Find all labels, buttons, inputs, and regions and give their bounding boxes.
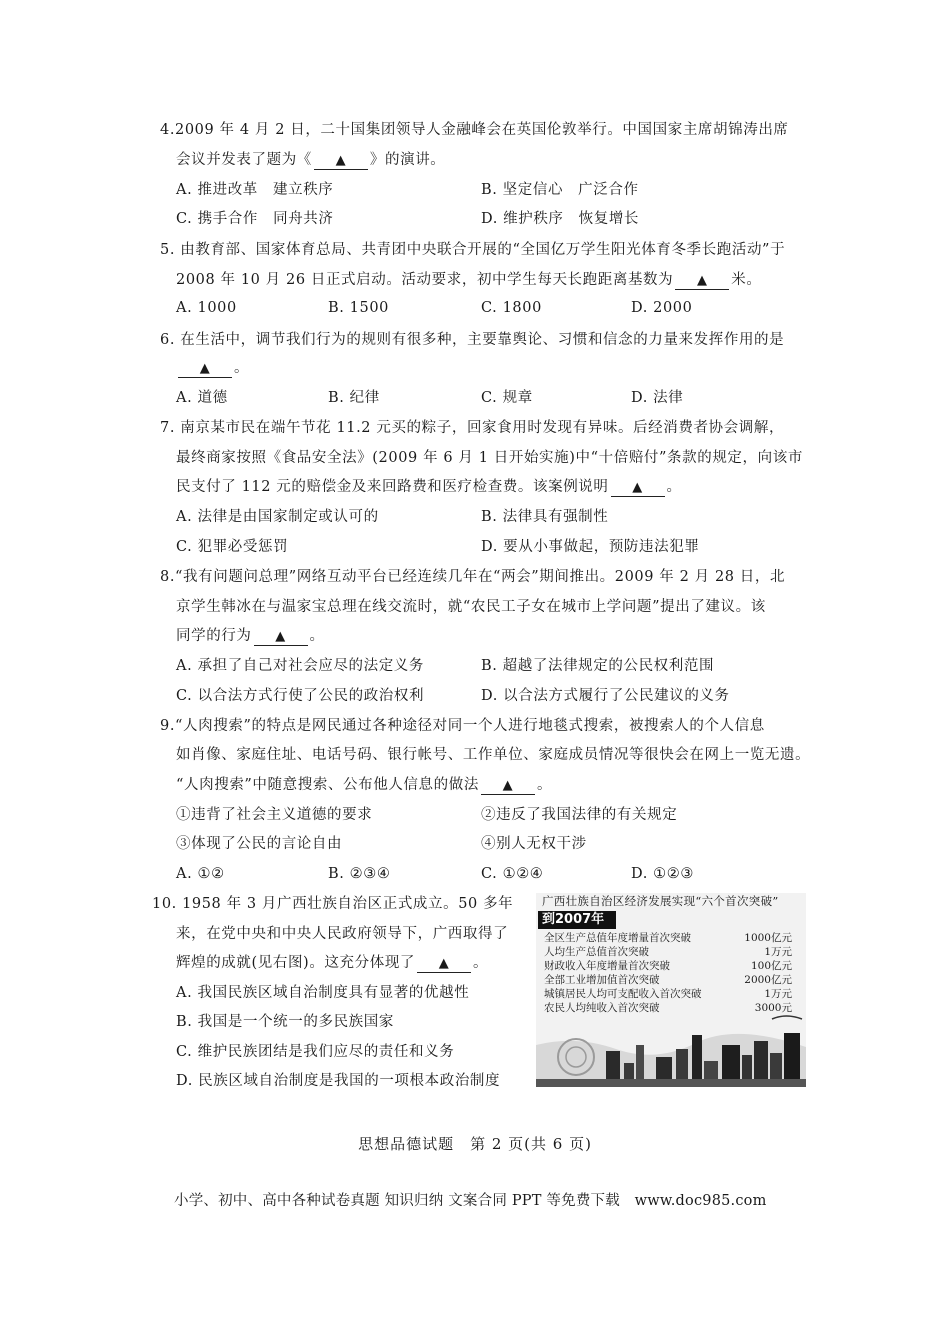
figure-row <box>544 973 796 987</box>
q7-text: 民支付了 112 元的赔偿金及来回路费和医疗检查费。该案例说明 <box>176 479 609 495</box>
q5-line1: 5. 由教育部、国家体育总局、共青团中央联合开展的“全国亿万学生阳光体育冬季长跑活动”于 <box>160 242 786 258</box>
figure-row <box>544 931 796 945</box>
q6-option-d: D. 法律 <box>631 390 684 406</box>
page-footer: 思想品德试题 第 2 页(共 6 页) <box>358 1135 592 1153</box>
q4-line1: 4.2009 年 4 月 2 日，二十国集团领导人金融峰会在英国伦敦举行。中国国家主席胡锦涛出席 <box>160 122 789 138</box>
figure-title: 广西壮族自治区经济发展实现“六个首次突破” <box>542 894 779 908</box>
q9-statement-4: ④别人无权干涉 <box>481 836 587 852</box>
figure-row-label: 财政收入年度增量首次突破 <box>544 960 670 972</box>
q9-option-a: A. ①② <box>176 866 225 882</box>
q9-option-c: C. ①②④ <box>481 866 544 882</box>
figure-row-value: 1万元 <box>764 946 792 958</box>
q6-option-c: C. 规章 <box>481 390 533 406</box>
q9-line1: 9.“人肉搜索”的特点是网民通过各种途径对同一个人进行地毯式搜索，被搜索人的个人信息 <box>160 718 765 734</box>
figure-row <box>544 987 796 1001</box>
figure-row-value: 1000亿元 <box>744 932 792 944</box>
q8-tail: 。 <box>309 628 325 644</box>
q7-tail: 。 <box>666 479 682 495</box>
q7-option-d: D. 要从小事做起，预防违法犯罪 <box>481 539 700 555</box>
figure-row-label: 人均生产总值首次突破 <box>544 946 649 958</box>
answer-blank: ▲ <box>611 480 665 497</box>
q4-option-a: A. 推进改革 建立秩序 <box>176 182 334 198</box>
q9-statement-1: ①违背了社会主义道德的要求 <box>176 807 373 823</box>
q9-option-d: D. ①②③ <box>631 866 694 882</box>
q5-line2 <box>176 270 761 290</box>
q9-tail: 。 <box>536 777 553 793</box>
q4-option-c: C. 携手合作 同舟共济 <box>176 211 334 227</box>
figure-row-value: 2000亿元 <box>744 974 792 986</box>
q10-option-a: A. 我国民族区域自治制度具有显著的优越性 <box>176 985 470 1001</box>
figure-row <box>544 945 796 959</box>
q9-statement-3: ③体现了公民的言论自由 <box>176 836 343 852</box>
q8-option-c: C. 以合法方式行使了公民的政治权利 <box>176 688 425 704</box>
q10-line2: 来，在党中央和中央人民政府领导下，广西取得了 <box>176 926 509 942</box>
q7-option-c: C. 犯罪必受惩罚 <box>176 539 289 555</box>
city-skyline-illustration <box>536 1005 806 1087</box>
answer-blank: ▲ <box>254 629 308 646</box>
q6-option-b: B. 纪律 <box>328 390 380 406</box>
q8-option-d: D. 以合法方式履行了公民建议的义务 <box>481 688 730 704</box>
q9-text: “人肉搜索”中随意搜索、公布他人信息的做法 <box>176 777 479 793</box>
q7-option-a: A. 法律是由国家制定或认可的 <box>176 509 379 525</box>
figure-row-value: 1万元 <box>764 988 792 1000</box>
figure-row-label: 城镇居民人均可支配收入首次突破 <box>544 988 702 1000</box>
answer-blank: ▲ <box>675 273 729 290</box>
q8-option-a: A. 承担了自己对社会应尽的法定义务 <box>176 658 424 674</box>
q9-statement-2: ②违反了我国法律的有关规定 <box>481 807 678 823</box>
q6-line1: 6. 在生活中，调节我们行为的规则有很多种，主要靠舆论、习惯和信念的力量来发挥作用的是 <box>160 332 785 348</box>
q10-option-d: D. 民族区域自治制度是我国的一项根本政治制度 <box>176 1073 501 1089</box>
q6-option-a: A. 道德 <box>176 390 228 406</box>
answer-blank: ▲ <box>178 361 232 378</box>
figure-row-value: 100亿元 <box>750 960 792 972</box>
q4-line2 <box>176 150 445 170</box>
q4-tail: 》的演讲。 <box>369 152 446 168</box>
q10-line3 <box>176 953 488 973</box>
figure-year-banner: 到2007年 <box>538 911 616 929</box>
q5-option-a: A. 1000 <box>176 300 237 316</box>
answer-blank: ▲ <box>417 956 471 973</box>
q6-tail: 。 <box>234 360 250 376</box>
q7-option-b: B. 法律具有强制性 <box>481 509 609 525</box>
figure-row-label: 全区生产总值年度增量首次突破 <box>544 932 691 944</box>
q10-text: 辉煌的成就(见右图)。这充分体现了 <box>176 955 416 971</box>
q10-tail: 。 <box>473 955 489 971</box>
q8-option-b: B. 超越了法律规定的公民权利范围 <box>481 658 715 674</box>
q9-line3 <box>176 775 552 795</box>
q10-option-b: B. 我国是一个统一的多民族国家 <box>176 1014 394 1030</box>
q9-option-b: B. ②③④ <box>328 866 391 882</box>
q8-line2: 京学生韩冰在与温家宝总理在线交流时，就“农民工子女在城市上学问题”提出了建议。该 <box>176 599 766 615</box>
q10-option-c: C. 维护民族团结是我们应尽的责任和义务 <box>176 1044 455 1060</box>
q7-line3 <box>176 477 682 497</box>
q7-line1: 7. 南京某市民在端午节花 11.2 元买的粽子，回家食用时发现有异味。后经消费者协会调解， <box>160 420 785 436</box>
q4-option-b: B. 坚定信心 广泛合作 <box>481 182 639 198</box>
q8-line3 <box>176 626 325 646</box>
guangxi-economy-figure <box>536 893 806 1087</box>
figure-row <box>544 959 796 973</box>
q5-text: 2008 年 10 月 26 日正式启动。活动要求，初中学生每天长跑距离基数为 <box>176 272 674 288</box>
q8-line1: 8.“我有问题问总理”网络互动平台已经连续几年在“两会”期间推出。2009 年 2 月 28 日，北 <box>160 569 786 585</box>
q4-text: 会议并发表了题为《 <box>176 152 312 168</box>
figure-row-label: 全部工业增加值首次突破 <box>544 974 660 986</box>
answer-blank: ▲ <box>314 153 368 170</box>
q5-tail: 米。 <box>731 272 762 288</box>
q9-line2: 如肖像、家庭住址、电话号码、银行帐号、工作单位、家庭成员情况等很快会在网上一览无遗。 <box>176 747 811 763</box>
q5-option-c: C. 1800 <box>481 300 542 316</box>
q8-text: 同学的行为 <box>176 628 252 644</box>
q10-line1: 10. 1958 年 3 月广西壮族自治区正式成立。50 多年 <box>152 896 514 912</box>
q5-option-d: D. 2000 <box>631 300 693 316</box>
q7-line2: 最终商家按照《食品安全法》(2009 年 6 月 1 日开始实施)中“十倍赔付”条款的规定，向该市 <box>176 450 803 466</box>
download-ad-line: 小学、初中、高中各种试卷真题 知识归纳 文案合同 PPT 等免费下载 www.doc985.com <box>174 1193 767 1209</box>
q5-option-b: B. 1500 <box>328 300 389 316</box>
figure-row-value: 3000元 <box>754 1002 792 1014</box>
q6-line2 <box>176 358 249 378</box>
figure-row-label: 农民人均纯收入首次突破 <box>544 1002 660 1014</box>
answer-blank: ▲ <box>481 778 535 795</box>
q4-option-d: D. 维护秩序 恢复增长 <box>481 211 640 227</box>
